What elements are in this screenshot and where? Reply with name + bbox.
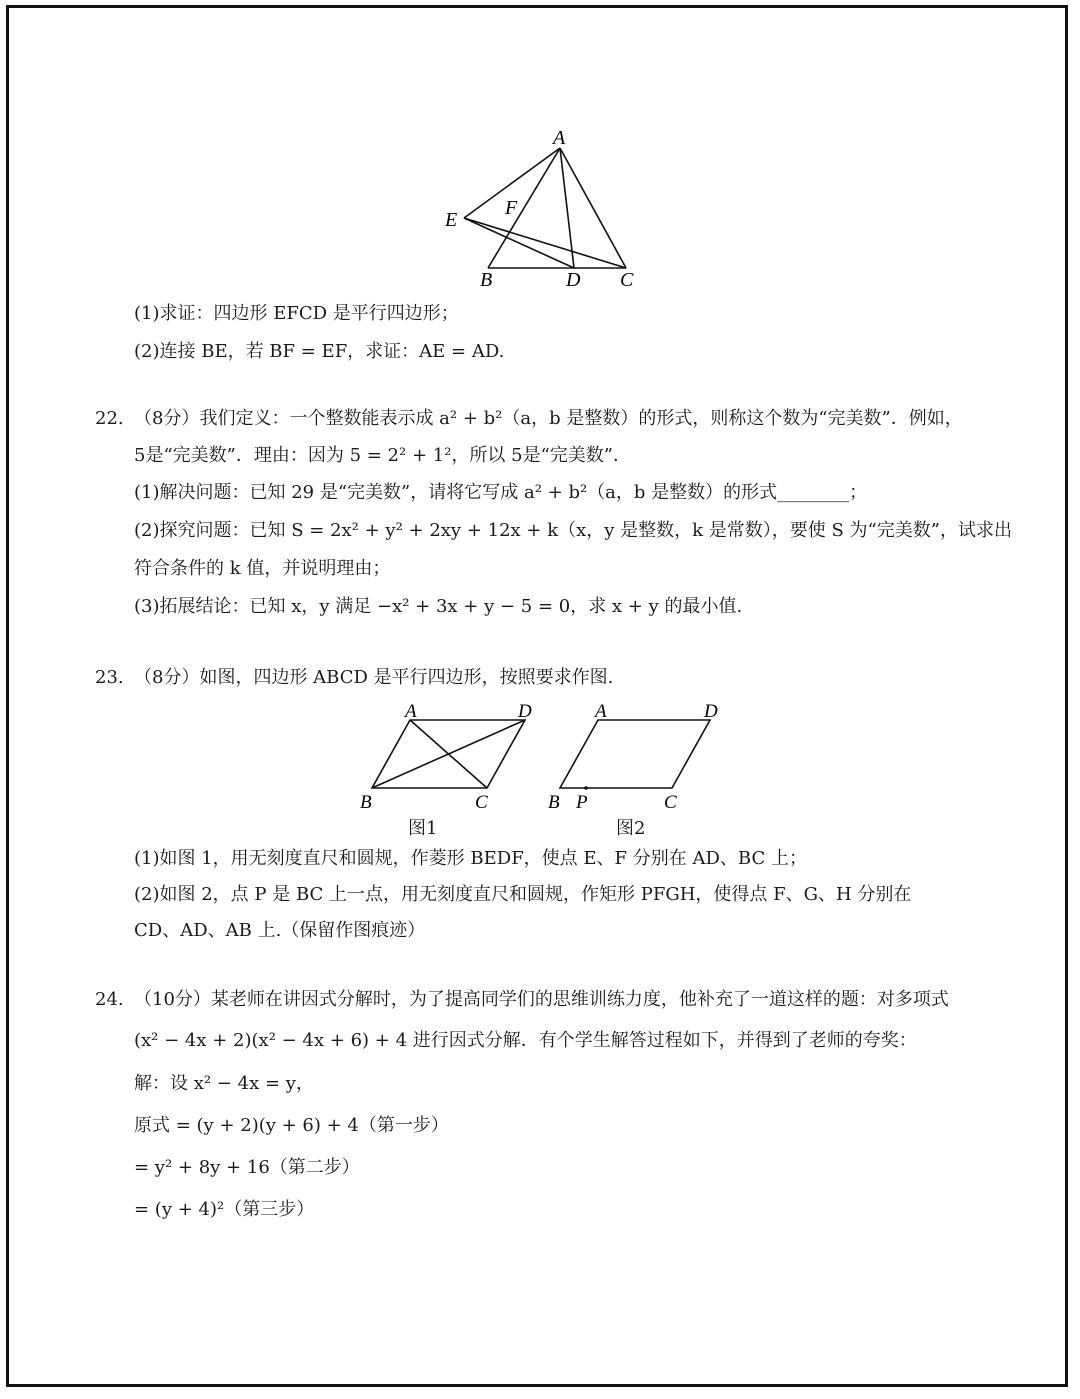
parallelogram-figure-2	[540, 700, 730, 815]
q24-line1: （10分）某老师在讲因式分解时，为了提高同学们的思维训练力度，他补充了一道这样的题：对多项式	[134, 989, 949, 1010]
q24-number: 24.	[95, 989, 124, 1010]
fig1-label-A: A	[405, 701, 417, 722]
q24-solution-step2: = y² + 8y + 16（第二步）	[134, 1157, 360, 1178]
q24-solution-step0: 解：设 x² − 4x = y，	[134, 1073, 314, 1094]
parallelogram-figure-1	[355, 700, 540, 815]
fig2-caption: 图2	[616, 818, 646, 839]
q23-number: 23.	[95, 667, 124, 688]
q22-line2: 5是“完美数”．理由：因为 5 = 2² + 1²，所以 5是“完美数”．	[134, 445, 631, 466]
q23-part2b: CD、AD、AB 上.（保留作图痕迹）	[134, 920, 426, 941]
fig2-label-B: B	[548, 792, 560, 813]
q22-part2b: 符合条件的 k 值，并说明理由；	[134, 558, 391, 579]
point-P	[584, 786, 588, 790]
q24-solution-step3: = (y + 4)²（第三步）	[134, 1199, 315, 1220]
q22-part3: (3)拓展结论：已知 x，y 满足 −x² + 3x + y − 5 = 0，求 x + y 的最小值.	[134, 596, 743, 617]
q24-line2: (x² − 4x + 2)(x² − 4x + 6) + 4 进行因式分解．有个学生解答过程如下，并得到了老师的夸奖：	[134, 1030, 917, 1051]
segment-EC	[464, 218, 626, 268]
q23-part2a: (2)如图 2，点 P 是 BC 上一点，用无刻度直尺和圆规，作矩形 PFGH，使得点 F、G、H 分别在	[134, 884, 912, 905]
q24-solution-step1: 原式 = (y + 2)(y + 6) + 4（第一步）	[134, 1115, 449, 1136]
fig2-label-D: D	[704, 701, 718, 722]
q21-part1: (1)求证：四边形 EFCD 是平行四边形；	[134, 303, 459, 324]
fig2-label-C: C	[664, 792, 677, 813]
fig1-label-C: C	[475, 792, 488, 813]
label-D: D	[566, 269, 581, 291]
label-C: C	[620, 269, 634, 291]
label-E: E	[445, 209, 458, 231]
fig1-caption: 图1	[408, 818, 438, 839]
q22-part1: (1)解决问题：已知 29 是“完美数”，请将它写成 a² + b²（a，b 是整数）的形式________；	[134, 482, 868, 503]
parallelogram-ABCD-2	[560, 720, 710, 788]
segment-ED	[464, 218, 574, 268]
q23-line1: （8分）如图，四边形 ABCD 是平行四边形，按照要求作图.	[134, 667, 614, 688]
diagonal-BD	[372, 720, 525, 788]
fig1-label-B: B	[360, 792, 372, 813]
q22-line1: （8分）我们定义：一个整数能表示成 a² + b²（a，b 是整数）的形式，则称这个数为“完美数”．例如，	[134, 408, 963, 429]
geometry-figure-triangle	[430, 120, 660, 295]
segment-AB	[488, 148, 560, 268]
fig1-label-D: D	[518, 701, 532, 722]
q22-part2a: (2)探究问题：已知 S = 2x² + y² + 2xy + 12x + k（x，y 是整数，k 是常数），要使 S 为“完美数”，试求出	[134, 520, 1012, 541]
q23-part1: (1)如图 1，用无刻度直尺和圆规，作菱形 BEDF，使点 E、F 分别在 AD、BC 上；	[134, 848, 807, 869]
label-B: B	[480, 269, 493, 291]
q22-number: 22.	[95, 408, 124, 429]
q21-part2: (2)连接 BE，若 BF = EF，求证：AE = AD.	[134, 341, 505, 362]
fig2-label-P: P	[576, 792, 588, 813]
fig2-label-A: A	[595, 701, 607, 722]
label-F: F	[505, 197, 518, 219]
label-A: A	[553, 127, 566, 149]
